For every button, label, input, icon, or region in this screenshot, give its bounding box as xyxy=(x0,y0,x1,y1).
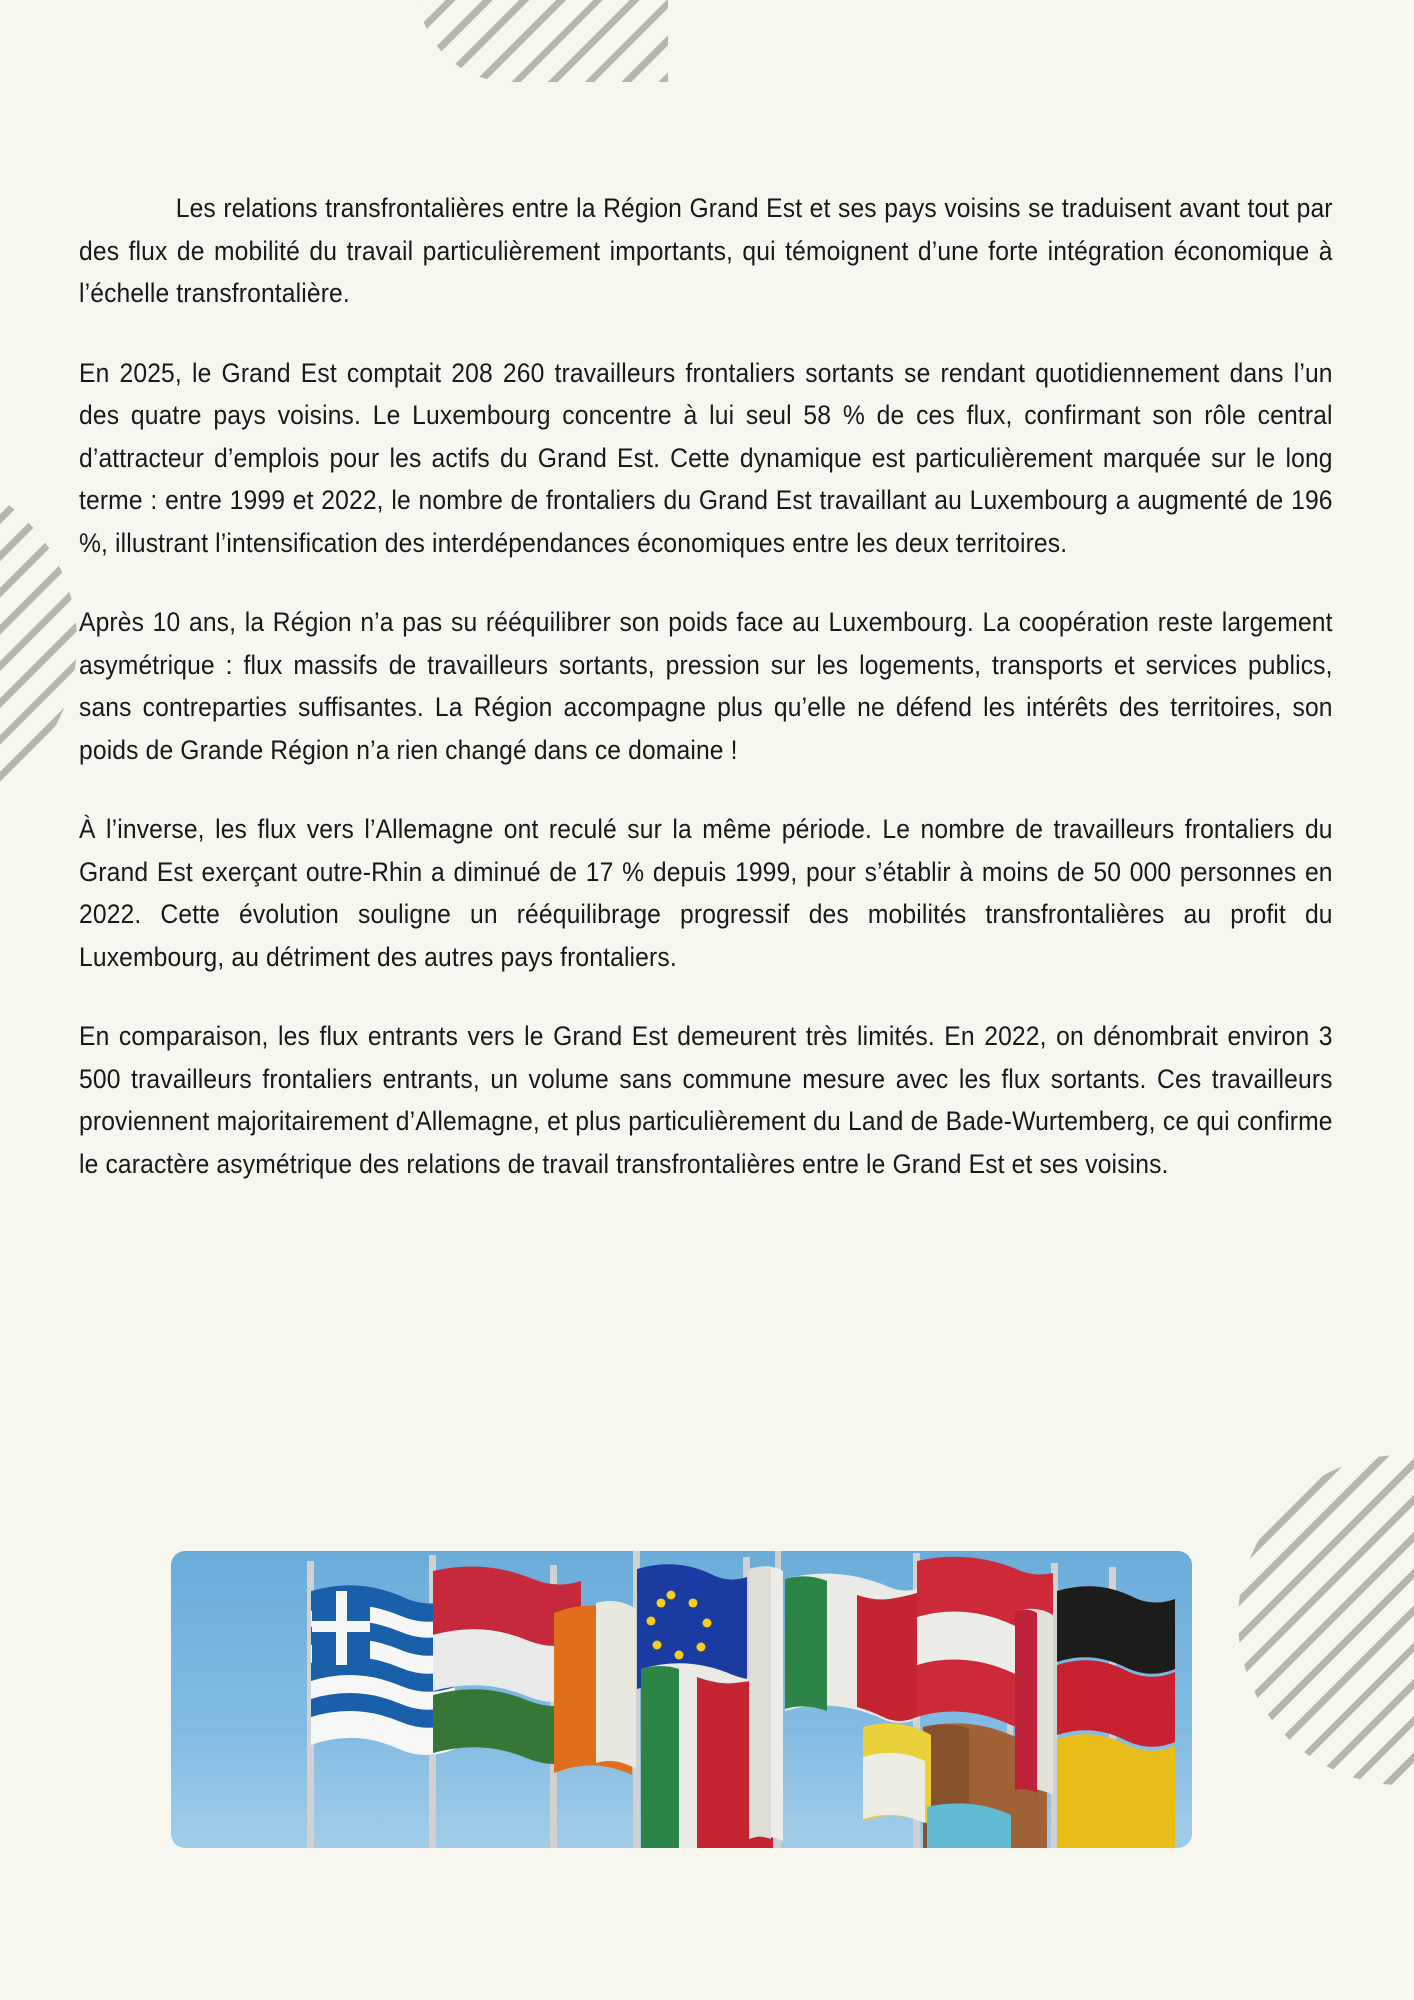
flags-photo xyxy=(171,1551,1192,1848)
flags-photo-figure xyxy=(171,1551,1192,1848)
paragraph-flux-allemagne: À l’inverse, les flux vers l’Allemagne ont reculé sur la même période. Le nombre de travailleurs frontaliers du Grand Est exerçant outre-Rhin a diminué de 17 % depuis 1999, pour s’établir à moins de 50 000 personnes en 2022. Cette évolution souligne un rééquilibrage progressif des mobilités transfrontalières au profit du Luxembourg, au détriment des autres pays frontaliers. xyxy=(79,814,1333,972)
paragraph-region-bilan: Après 10 ans, la Région n’a pas su rééquilibrer son poids face au Luxembourg. La coopération reste largement asymétrique : flux massifs de travailleurs sortants, pression sur les logements, transports et services publics, sans contreparties suffisantes. La Région accompagne plus qu’elle ne défend les intérêts des territoires, son poids de Grande Région n’a rien changé dans ce domaine ! xyxy=(79,607,1333,765)
document-body xyxy=(79,0,1336,1185)
paragraph-flux-entrants: En comparaison, les flux entrants vers le Grand Est demeurent très limités. En 2022, on dénombrait environ 3 500 travailleurs frontaliers entrants, un volume sans commune mesure avec les flux sortants. Ces travailleurs proviennent majoritairement d’Allemagne, et plus particulièrement du Land de Bade-Wurtemberg, ce qui confirme le caractère asymétrique des relations de travail transfrontalières entre le Grand Est et ses voisins. xyxy=(79,1021,1333,1179)
paragraph-intro: Les relations transfrontalières entre la Région Grand Est et ses pays voisins se traduisent avant tout par des flux de mobilité du travail particulièrement importants, qui témoignent d’une forte intégration économique à l’échelle transfrontalière. xyxy=(79,193,1333,308)
decoration-left-stripes xyxy=(0,470,77,815)
paragraph-frontaliers-sortants: En 2025, le Grand Est comptait 208 260 travailleurs frontaliers sortants se rendant quotidiennement dans l’un des quatre pays voisins. Le Luxembourg concentre à lui seul 58 % de ces flux, confirmant son rôle central d’attracteur d’emplois pour les actifs du Grand Est. Cette dynamique est particulièrement marquée sur le long terme : entre 1999 et 2022, le nombre de frontaliers du Grand Est travaillant au Luxembourg a augmenté de 196 %, illustrant l’intensification des interdépendances économiques entre les deux territoires. xyxy=(79,357,1333,558)
decoration-bottom-right-stripes xyxy=(1238,1455,1414,1785)
